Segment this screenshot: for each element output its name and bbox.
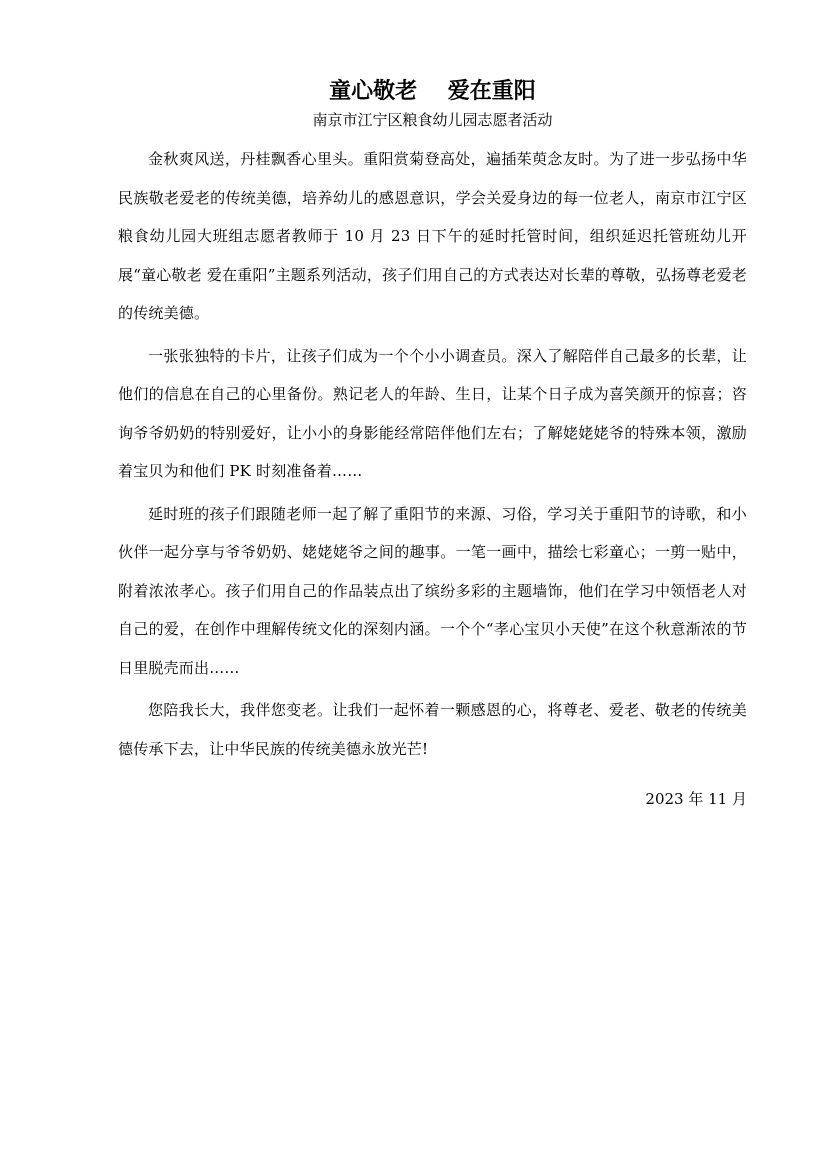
paragraph-4: 您陪我长大，我伴您变老。让我们一起怀着一颗感恩的心，将尊老、爱老、敬老的传统美德传承下去，让中华民族的传统美德永放光芒!: [118, 701, 747, 758]
paragraph-2: 一张张独特的卡片，让孩子们成为一个个小小调查员。深入了解陪伴自己最多的长辈，让他们的信息在自己的心里备份。熟记老人的年龄、生日，让某个日子成为喜笑颜开的惊喜；咨询爷爷奶奶的特别爱好，让小小的身影能经常陪伴他们左右；了解姥姥姥爷的特殊本领，激励着宝贝为和他们 PK 时刻准备着……: [118, 346, 747, 480]
paragraph-1: 金秋爽风送，丹桂飘香心里头。重阳赏菊登高处，遍插茱萸念友时。为了进一步弘扬中华民族敬老爱老的传统美德，培养幼儿的感恩意识，学会关爱身边的每一位老人，南京市江宁区粮食幼儿园大班组志愿者教师于 10 月 23 日下午的延时托管时间，组织延迟托管班幼儿开展“童心敬老 爱在重阳”主题系列活动，孩子们用自己的方式表达对长辈的尊敬，弘扬尊老爱老的传统美德。: [118, 150, 747, 322]
document-subtitle: 南京市江宁区粮食幼儿园志愿者活动: [312, 111, 553, 129]
paragraph-3: 延时班的孩子们跟随老师一起了解了重阳节的来源、习俗，学习关于重阳节的诗歌，和小伙伴一起分享与爷爷奶奶、姥姥姥爷之间的趣事。一笔一画中，描绘七彩童心；一剪一贴中，附着浓浓孝心。孩子们用自己的作品装点出了缤纷多彩的主题墙饰，他们在学习中领悟老人对自己的爱，在创作中理解传统文化的深刻内涵。一个个“孝心宝贝小天使”在这个秋意渐浓的节日里脱壳而出……: [118, 504, 747, 677]
document-date: 2023 年 11 月: [645, 790, 747, 808]
document-title: 童心敬老 爱在重阳: [329, 78, 536, 104]
document-page: [118, 74, 747, 818]
